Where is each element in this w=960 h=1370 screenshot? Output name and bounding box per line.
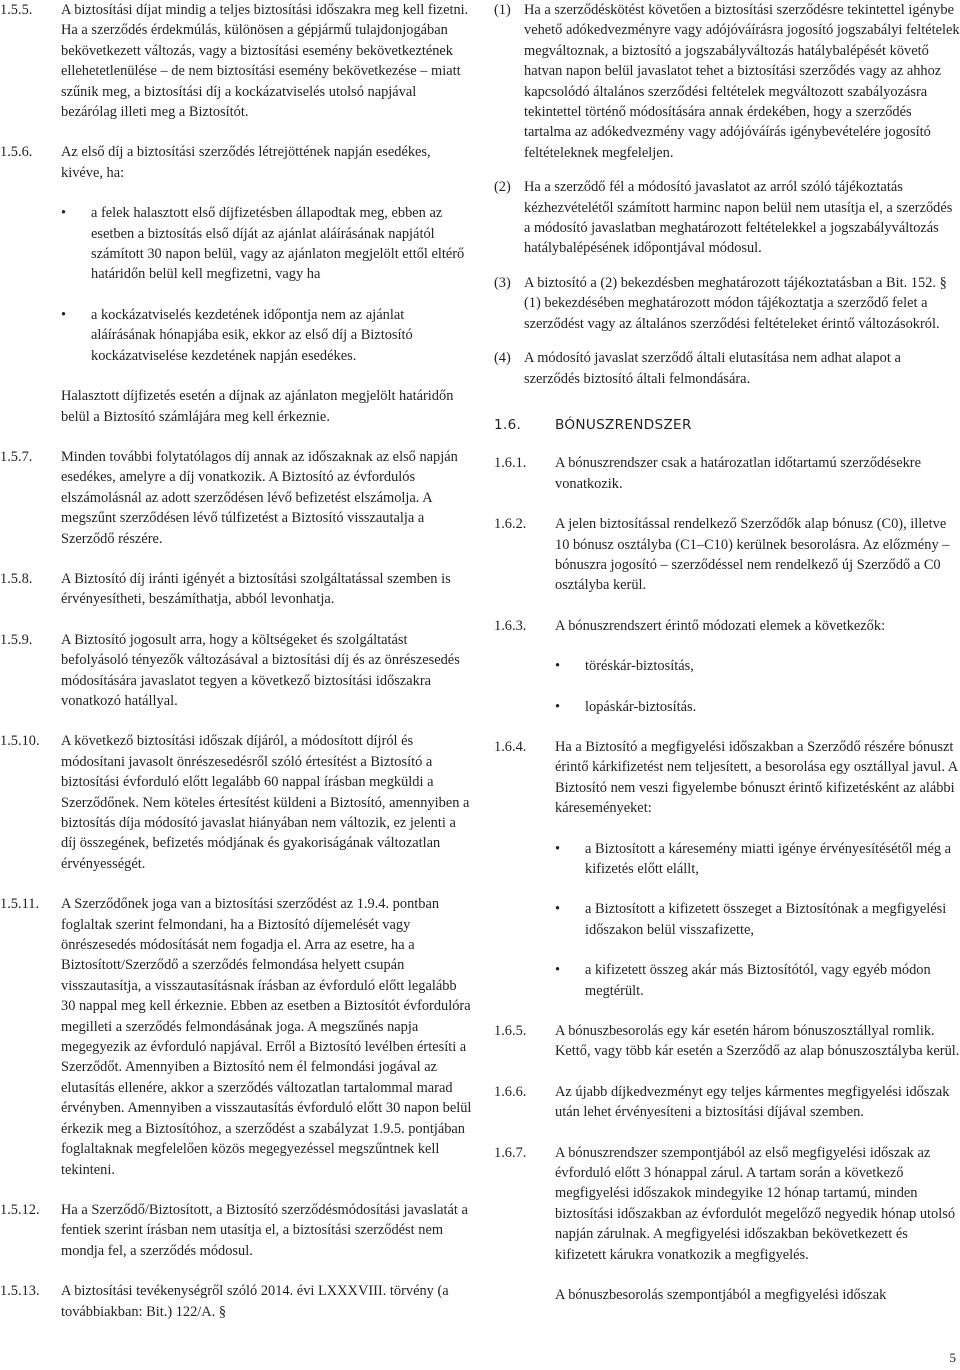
section-number: 1.6. xyxy=(494,416,522,433)
subsection-number: (2) xyxy=(494,179,511,196)
subsection-number: (4) xyxy=(494,350,511,367)
bullet-item: • a kockázatviselés kezdetének időpontja nem az ajánlat aláírásának hónapjába esik, ekkor az első díj a Biztosító kockázatviselése kezdetének napján esedékes. xyxy=(61,305,472,366)
clause-text: A jelen biztosítással rendelkező Szerződők alap bónusz (C0), illetve 10 bónusz osztályba (C1–C10) kerülnek besorolásra. Az előzmény – bónuszra jogosító – szerződéssel nem rendelkező új Szerződő a C0 osztályba kerül. xyxy=(555,516,950,594)
clause-text: A bónuszrendszert érintő módozati elemek a következők: xyxy=(555,617,886,634)
subsection xyxy=(494,177,960,259)
clause-number: 1.6.3. xyxy=(494,617,527,634)
clause-number: 1.6.5. xyxy=(494,1023,527,1040)
section-heading xyxy=(494,415,960,435)
clause-number: 1.5.12. xyxy=(0,1201,40,1218)
bullet-item: • a Biztosított a kifizetett összeget a Biztosítónak a megfigyelési időszakon belül visszafizette, xyxy=(555,899,960,940)
subsection xyxy=(494,273,960,334)
clause-number: 1.6.6. xyxy=(494,1083,527,1100)
left-column xyxy=(0,0,472,1342)
clause-number: 1.5.9. xyxy=(0,631,33,648)
clause-text: A Biztosító díj iránti igényét a biztosítási szolgáltatással szemben is érvényesítheti, beszámíthatja, abból levonhatja. xyxy=(61,570,451,608)
clause xyxy=(0,142,472,426)
clause xyxy=(0,1281,472,1322)
clause-number: 1.5.10. xyxy=(0,733,40,750)
bullet-list xyxy=(61,203,472,366)
clause xyxy=(0,569,472,610)
clause-number: 1.6.7. xyxy=(494,1144,527,1161)
bullet-item: • a Biztosított a káresemény miatti igénye érvényesítésétől még a kifizetés előtt elállt, xyxy=(555,839,960,880)
clause-number: 1.5.13. xyxy=(0,1283,40,1300)
clause xyxy=(494,453,960,494)
clause-text: A Szerződőnek joga van a biztosítási szerződést az 1.9.4. pontban foglaltak szerint felmondani, ha a Biztosító díjemelését vagy önrészesedés módosítását nem fogadja el. Arra az esetre, ha a Biztosított/Szerződő a szerződés felmondása helyett csupán visszautasítja, a visszautasításnak írásban az évforduló előtt legalább 30 nappal meg kell érkeznie. Ebben az esetben a Biztosítót évfordulóra megilleti a szerződés felmondásának joga. A megszűnés napja megegyezik az évforduló napjával. Erről a Biztosító levélben értesíti a Szerződőt. Amennyiben a Biztosító nem él felmondási jogával az elutasítás ellenére, akkor a szerződés változatlan tartalommal marad érvényben. Amennyiben a visszautasítás évforduló előtt 30 napon belül érkezik meg a Biztosítóhoz, a szerződést a szabályzat 1.9.5. pontjában foglaltaknak megfelelően közös megegyezéssel megszűntnek kell tekinteni. xyxy=(61,896,472,1178)
clause-text: Ha a Szerződő/Biztosított, a Biztosító szerződésmódosítási javaslatát a fentiek szerint írásban nem utasítja el, a biztosítási szerződést nem mondja fel, a szerződés módosul. xyxy=(61,1201,468,1259)
page-number: 5 xyxy=(949,1349,956,1365)
clause-number: 1.5.6. xyxy=(0,144,33,161)
clause xyxy=(0,0,472,122)
clause-text: A bónuszrendszer szempontjából az első megfigyelési időszak az évforduló előtt 3 hónappal zárul. A tartam során a következő megfigyelési időszakok mindegyike 12 hónap tartamú, minden biztosítási időszakban az évfordulót megelőző negyedik hónap utolsó napján zárulnak. A megfigyelési időszakban bekövetkezett és kifizetett kárukra vonatkozik a megfigyelés. xyxy=(555,1144,956,1263)
clause-number: 1.5.11. xyxy=(0,896,40,913)
subsection-number: (3) xyxy=(494,274,511,291)
clause-text: A biztosítási tevékenységről szóló 2014. évi LXXXVIII. törvény (a továbbiakban: Bit.) 122/A. § xyxy=(61,1283,449,1320)
subsection-text: A biztosító a (2) bekezdésben meghatározott tájékoztatásban a Bit. 152. § (1) bekezdésében meghatározott módon tájékoztatja a szerződő felet a szerződést vagy az általános szerződési feltételeket érintő változásokról. xyxy=(524,274,947,332)
clause-text: A bónuszbesorolás szempontjából a megfigyelési időszak xyxy=(555,1287,887,1304)
clause-text: A bónuszrendszer csak a határozatlan időtartamú szerződésekre vonatkozik. xyxy=(555,455,921,492)
clause-number: 1.6.2. xyxy=(494,516,527,533)
right-column xyxy=(494,0,960,1326)
bullet-item: • lopáskár-biztosítás. xyxy=(555,697,960,717)
subsection-text: Ha a szerződő fél a módosító javaslatot az arról szóló tájékoztatás kézhezvételétől számított harminc napon belül nem utasítja el, a szerződés a módosító javaslatban meghatározott feltételekkel a jogszabályváltozás hatálybalépésének időpontjával módosul. xyxy=(524,179,953,257)
clause-text: A biztosítási díjat mindig a teljes biztosítási időszakra meg kell fizetni. Ha a szerződés érdekmúlás, különösen a gépjármű tulajdonjogában bekövetkezett változás, vagy a biztosítási esemény bekövetkeztének ellehetetlenülése – de nem biztosítási esemény bekövetkezése – miatt szűnik meg, a biztosítási díj a kockázatviselés utolsó napjával bezárólag illeti meg a Biztosítót. xyxy=(61,2,469,121)
subsection-text: Ha a szerződéskötést követően a biztosítási szerződésre tekintettel igénybe vehető adókedvezményre vagy adójóváírásra jogosító jogszabályi feltételek megváltoznak, a biztosító a jogszabályváltozás hatálybalépését követő hatvan napon belül javaslatot tehet a biztosítási szerződés vagy az ahhoz kapcsolódó általános szerződési feltételek megváltozott szabályozásra tekintettel történő módosítására annak érdekében, hogy a szerződés tartalma az adókedvezmény vagy adójóváírás igénybevételére jogosító feltételeknek megfeleljen. xyxy=(524,2,960,161)
bullet-item: • a kifizetett összeg akár más Biztosítótól, vagy egyéb módon megtérült. xyxy=(555,960,960,1001)
clause xyxy=(0,1200,472,1261)
bullet-list xyxy=(555,839,960,1001)
bullet-item: • a felek halasztott első díjfizetésben állapodtak meg, ebben az esetben a biztosítás első díját az ajánlat aláírásának napjától számított 30 napon belül, vagy az ajánlaton megjelölt ettől eltérő határidőn belül kell megfizetni, vagy ha xyxy=(61,203,472,285)
clause-text: Halasztott díjfizetés esetén a díjnak az ajánlaton megjelölt határidőn belül a Biztosító számlájára meg kell érkeznie. xyxy=(61,388,454,425)
bullet-list xyxy=(555,656,960,717)
clause-text: Ha a Biztosító a megfigyelési időszakban a Szerződő részére bónuszt érintő kárkifizetést nem teljesített, a besorolása egy osztállyal javul. A Biztosító nem veszi figyelembe bónuszt érintő kifizetésként az alábbi káreseményeket: xyxy=(555,738,958,817)
clause xyxy=(0,447,472,549)
subsection-number: (1) xyxy=(494,2,511,18)
clause-text: Az újabb díjkedvezményt egy teljes kármentes megfigyelési időszak után lehet érvényesíteni a biztosítási díjával szemben. xyxy=(555,1083,950,1121)
subsection xyxy=(494,348,960,389)
section-title-text: BÓNUSZRENDSZER xyxy=(555,416,692,433)
clause-number: 1.5.7. xyxy=(0,448,33,465)
clause-number: 1.5.8. xyxy=(0,570,33,587)
subsection-text: A módosító javaslat szerződő általi elutasítása nem adhat alapot a szerződés biztosító általi felmondására. xyxy=(524,350,901,387)
clause xyxy=(0,894,472,1180)
clause xyxy=(494,1082,960,1123)
clause xyxy=(494,1143,960,1306)
clause xyxy=(0,630,472,712)
clause xyxy=(494,737,960,1001)
clause-number: 1.5.5. xyxy=(0,2,33,18)
clause-text: A bónuszbesorolás egy kár esetén három bónuszosztállyal romlik. Kettő, vagy több kár esetén a Szerződő az alap bónuszosztályba kerül. xyxy=(555,1023,960,1060)
clause xyxy=(494,616,960,717)
clause-text: A Biztosító jogosult arra, hogy a költségeket és szolgáltatást befolyásoló tényezők változásával a biztosítási díj és az önrészesedés módosítására javaslatot tegyen a következő biztosítási időszakra vonatkozó hatállyal. xyxy=(61,631,460,709)
bullet-item: • töréskár-biztosítás, xyxy=(555,656,960,676)
clause-text: A következő biztosítási időszak díjáról, a módosított díjról és módosítani javasolt önrészesedésről szóló értesítést a Biztosító a biztosítási évforduló előtt legalább 60 nappal írásban megküldi a Szerződőnek. Nem köteles értesítést küldeni a Biztosító, amennyiben a biztosítás díja módosító javaslat hiányában nem változik, ez jelenti a díj összegének, befizetés módjának és gyakoriságának változatlan érvényességét. xyxy=(61,733,470,872)
clause-number: 1.6.1. xyxy=(494,455,527,472)
clause-text: Minden további folytatólagos díj annak az időszaknak az első napján esedékes, amelyre a díj vonatkozik. A Biztosító az évfordulós elszámolásnál az adott szerződésen lévő befizetést elszámolja. A megszűnt szerződésen lévő túlfizetést a Biztosító visszautalja a Szerződő részére. xyxy=(61,448,458,547)
clause xyxy=(0,731,472,874)
clause xyxy=(494,1021,960,1062)
subsection xyxy=(494,0,960,163)
clause-number: 1.6.4. xyxy=(494,738,527,755)
clause-text: Az első díj a biztosítási szerződés létrejöttének napján esedékes, kivéve, ha: xyxy=(61,144,431,181)
clause xyxy=(494,514,960,596)
